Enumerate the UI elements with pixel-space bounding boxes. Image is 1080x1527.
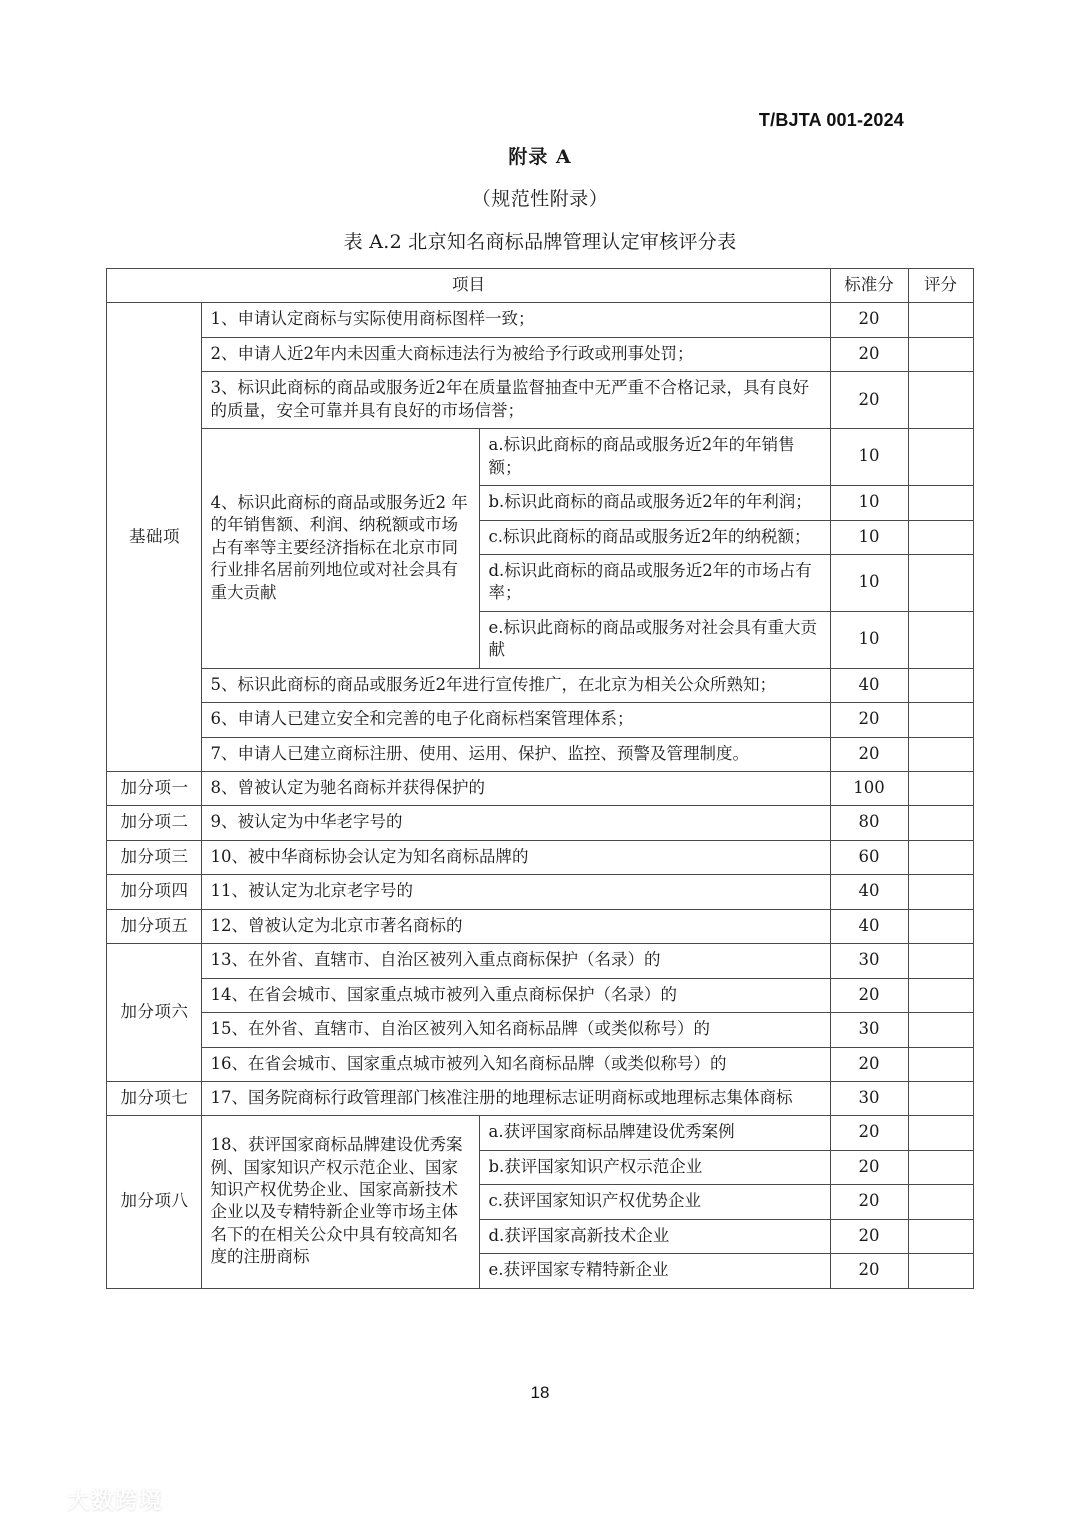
table-row <box>107 668 973 702</box>
category-cell: 加分项六 <box>107 944 202 1082</box>
category-cell: 加分项八 <box>107 1116 202 1288</box>
rating-cell[interactable] <box>908 554 973 611</box>
standard-score-cell: 10 <box>830 520 908 554</box>
item-cell: 2、申请人近2年内未因重大商标违法行为被给予行政或刑事处罚； <box>202 337 830 371</box>
table-row <box>107 772 973 806</box>
item-cell: 10、被中华商标协会认定为知名商标品牌的 <box>202 840 830 874</box>
standard-score-cell: 40 <box>830 875 908 909</box>
annex-title: 附录 A <box>508 146 572 168</box>
rating-cell[interactable] <box>908 429 973 486</box>
table-row <box>107 337 973 371</box>
rating-cell[interactable] <box>908 1013 973 1047</box>
rating-cell[interactable] <box>908 337 973 371</box>
standard-score-cell: 80 <box>830 806 908 840</box>
rating-cell[interactable] <box>908 1185 973 1219</box>
table-row <box>107 840 973 874</box>
rating-cell[interactable] <box>908 840 973 874</box>
sub-item-cell: a.获评国家商标品牌建设优秀案例 <box>480 1116 830 1150</box>
column-header-standard-score: 标准分 <box>830 269 908 303</box>
watermark-text: 大数跨境 <box>67 1488 163 1514</box>
table-row <box>107 1116 973 1150</box>
standard-score-cell: 40 <box>830 668 908 702</box>
standard-score-cell: 10 <box>830 611 908 668</box>
page-number: 18 <box>530 1383 550 1402</box>
standard-score-cell: 30 <box>830 1081 908 1115</box>
category-cell: 加分项七 <box>107 1081 202 1115</box>
table-row <box>107 875 973 909</box>
sub-item-cell: e.获评国家专精特新企业 <box>480 1254 830 1288</box>
category-cell: 加分项五 <box>107 909 202 943</box>
annex-subtitle: （规范性附录） <box>471 188 609 210</box>
rating-cell[interactable] <box>908 1116 973 1150</box>
score-table <box>106 268 973 1289</box>
standard-score-cell: 20 <box>830 303 908 337</box>
rating-cell[interactable] <box>908 875 973 909</box>
category-cell: 加分项二 <box>107 806 202 840</box>
category-cell: 加分项三 <box>107 840 202 874</box>
table-header <box>107 269 973 303</box>
rating-cell[interactable] <box>908 978 973 1012</box>
item-cell: 12、曾被认定为北京市著名商标的 <box>202 909 830 943</box>
rating-cell[interactable] <box>908 806 973 840</box>
item-cell: 16、在省会城市、国家重点城市被列入知名商标品牌（或类似称号）的 <box>202 1047 830 1081</box>
table-row <box>107 806 973 840</box>
sub-item-cell: b.标识此商标的商品或服务近2年的年利润； <box>480 486 830 520</box>
table-row <box>107 703 973 737</box>
standard-score-cell: 20 <box>830 1254 908 1288</box>
standard-score-cell: 20 <box>830 1219 908 1253</box>
sub-item-cell: d.标识此商标的商品或服务近2年的市场占有率； <box>480 554 830 611</box>
item-cell: 1、申请认定商标与实际使用商标图样一致； <box>202 303 830 337</box>
item-cell: 6、申请人已建立安全和完善的电子化商标档案管理体系； <box>202 703 830 737</box>
item-cell: 17、国务院商标行政管理部门核准注册的地理标志证明商标或地理标志集体商标 <box>202 1081 830 1115</box>
column-header-item: 项目 <box>107 269 830 303</box>
rating-cell[interactable] <box>908 944 973 978</box>
standard-score-cell: 10 <box>830 554 908 611</box>
rating-cell[interactable] <box>908 372 973 429</box>
table-row <box>107 372 973 429</box>
rating-cell[interactable] <box>908 1047 973 1081</box>
item-cell: 8、曾被认定为驰名商标并获得保护的 <box>202 772 830 806</box>
sub-item-cell: b.获评国家知识产权示范企业 <box>480 1150 830 1184</box>
item-cell: 4、标识此商标的商品或服务近2 年的年销售额、利润、纳税额或市场占有率等主要经济指标在北京市同行业排名居前列地位或对社会具有重大贡献 <box>202 429 480 669</box>
rating-cell[interactable] <box>908 303 973 337</box>
rating-cell[interactable] <box>908 668 973 702</box>
rating-cell[interactable] <box>908 703 973 737</box>
rating-cell[interactable] <box>908 1219 973 1253</box>
table-row <box>107 909 973 943</box>
standard-score-cell: 10 <box>830 486 908 520</box>
rating-cell[interactable] <box>908 520 973 554</box>
item-cell: 5、标识此商标的商品或服务近2年进行宣传推广，在北京为相关公众所熟知； <box>202 668 830 702</box>
standard-score-cell: 30 <box>830 944 908 978</box>
column-header-rating: 评分 <box>908 269 973 303</box>
sub-item-cell: a.标识此商标的商品或服务近2年的年销售额； <box>480 429 830 486</box>
table-header-row <box>107 269 973 303</box>
table-row <box>107 1081 973 1115</box>
standard-score-cell: 20 <box>830 1047 908 1081</box>
table-row <box>107 429 973 486</box>
sub-item-cell: c.标识此商标的商品或服务近2年的纳税额； <box>480 520 830 554</box>
item-cell: 15、在外省、直辖市、自治区被列入知名商标品牌（或类似称号）的 <box>202 1013 830 1047</box>
table-caption: 表 A.2 北京知名商标品牌管理认定审核评分表 <box>343 231 737 253</box>
rating-cell[interactable] <box>908 737 973 771</box>
item-cell: 11、被认定为北京老字号的 <box>202 875 830 909</box>
category-cell: 基础项 <box>107 303 202 772</box>
standard-score-cell: 60 <box>830 840 908 874</box>
table-row <box>107 303 973 337</box>
table-row <box>107 737 973 771</box>
item-cell: 3、标识此商标的商品或服务近2年在质量监督抽查中无严重不合格记录，具有良好的质量，安全可靠并具有良好的市场信誉； <box>202 372 830 429</box>
rating-cell[interactable] <box>908 772 973 806</box>
rating-cell[interactable] <box>908 909 973 943</box>
standard-score-cell: 20 <box>830 1185 908 1219</box>
item-cell: 18、获评国家商标品牌建设优秀案例、国家知识产权示范企业、国家知识产权优势企业、国家高新技术企业以及专精特新企业等市场主体名下的在相关公众中具有较高知名度的注册商标 <box>202 1116 480 1288</box>
rating-cell[interactable] <box>908 1254 973 1288</box>
item-cell: 7、申请人已建立商标注册、使用、运用、保护、监控、预警及管理制度。 <box>202 737 830 771</box>
standard-score-cell: 40 <box>830 909 908 943</box>
standard-score-cell: 20 <box>830 1116 908 1150</box>
item-cell: 13、在外省、直辖市、自治区被列入重点商标保护（名录）的 <box>202 944 830 978</box>
watermark <box>14 1482 163 1515</box>
rating-cell[interactable] <box>908 1150 973 1184</box>
standard-score-cell: 30 <box>830 1013 908 1047</box>
table-row <box>107 1013 973 1047</box>
sub-item-cell: e.标识此商标的商品或服务对社会具有重大贡献 <box>480 611 830 668</box>
table-row <box>107 978 973 1012</box>
standard-score-cell: 20 <box>830 703 908 737</box>
table-row <box>107 1047 973 1081</box>
category-cell: 加分项一 <box>107 772 202 806</box>
item-cell: 14、在省会城市、国家重点城市被列入重点商标保护（名录）的 <box>202 978 830 1012</box>
rating-cell[interactable] <box>908 1081 973 1115</box>
item-cell: 9、被认定为中华老字号的 <box>202 806 830 840</box>
standard-number: T/BJTA 001-2024 <box>758 110 904 130</box>
table-body <box>107 303 973 1288</box>
standard-score-cell: 10 <box>830 429 908 486</box>
standard-score-cell: 100 <box>830 772 908 806</box>
category-cell: 加分项四 <box>107 875 202 909</box>
sub-item-cell: c.获评国家知识产权优势企业 <box>480 1185 830 1219</box>
rating-cell[interactable] <box>908 611 973 668</box>
rating-cell[interactable] <box>908 486 973 520</box>
dashukuajing-logo-icon <box>14 1484 58 1514</box>
standard-score-cell: 20 <box>830 337 908 371</box>
standard-score-cell: 20 <box>830 1150 908 1184</box>
standard-score-cell: 20 <box>830 737 908 771</box>
standard-score-cell: 20 <box>830 372 908 429</box>
standard-score-cell: 20 <box>830 978 908 1012</box>
table-row <box>107 944 973 978</box>
sub-item-cell: d.获评国家高新技术企业 <box>480 1219 830 1253</box>
